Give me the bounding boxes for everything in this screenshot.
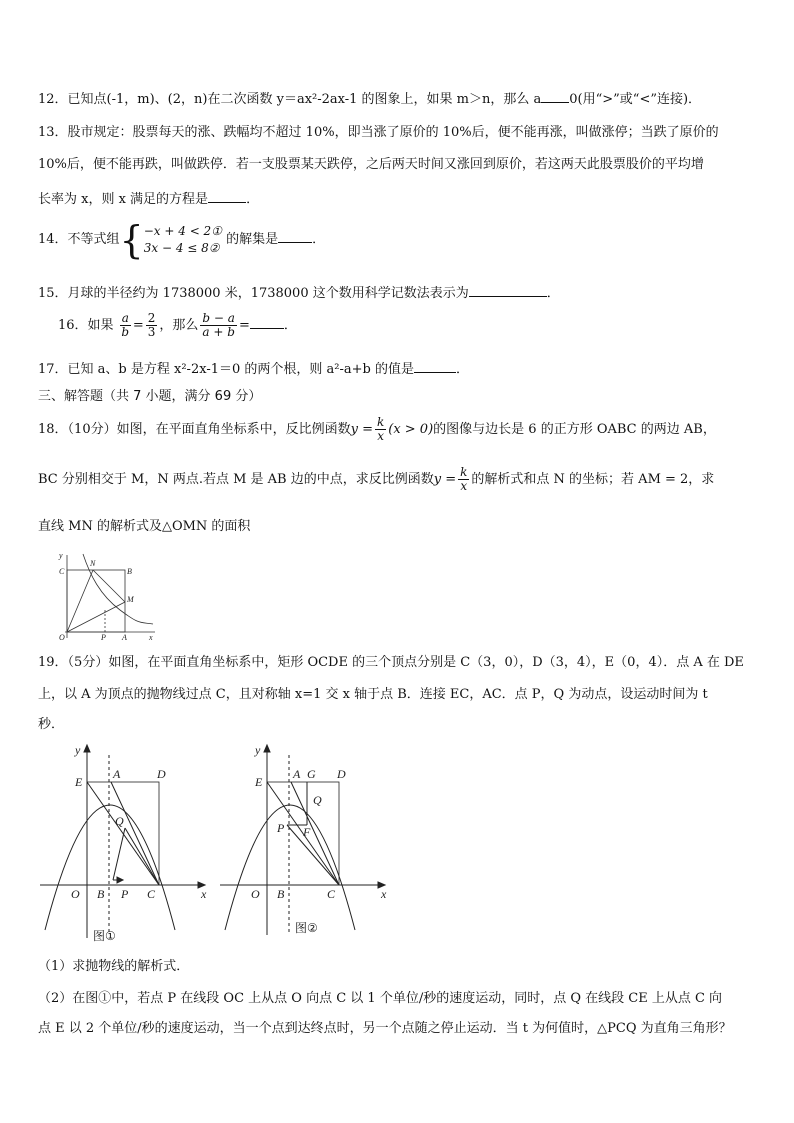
- question-12: [38, 88, 701, 109]
- fig2-caption: 图②: [295, 921, 318, 935]
- equals-sign-2: =: [238, 318, 250, 333]
- question-18-line-2-a: BC 分别相交于 M，N 两点.若点 M 是 AB 边的中点，求反比例函数: [38, 472, 434, 487]
- fig1-label-q: Q: [115, 814, 124, 828]
- question-16-prefix: 16．如果: [58, 318, 114, 333]
- figure-2: [215, 740, 395, 940]
- answer-blank-13: [208, 188, 246, 203]
- brace-symbol: {: [119, 217, 144, 262]
- question-18-line-1-b: 的图像与边长是 6 的正方形 OABC 的两边 AB，: [433, 422, 716, 437]
- fraction-b-minus-a-over-a-plus-b: $\frac{b - a}{a + b}$: [202, 311, 235, 339]
- answer-blank-12: [541, 88, 569, 103]
- fig2-label-c: C: [327, 887, 336, 901]
- answer-blank-17: [414, 358, 456, 373]
- fig18-label-x: x: [149, 633, 153, 642]
- fig2-label-q: Q: [313, 793, 322, 807]
- domain-condition: (x > 0): [388, 422, 434, 437]
- fig2-label-a: A: [293, 767, 301, 781]
- inequality-2: 3x − 4 ≤ 8②: [143, 240, 220, 255]
- fig18-label-c: C: [59, 567, 65, 576]
- answer-blank-15: [469, 282, 547, 297]
- fig1-label-p: P: [121, 887, 129, 901]
- fraction-k-over-x-2: $\frac{k}{x}$: [460, 465, 468, 493]
- question-19-part-1: （1）求抛物线的解析式．: [38, 959, 190, 974]
- fig18-label-p: P: [101, 633, 106, 642]
- fig18-label-n: N: [90, 559, 96, 568]
- figure-18: [55, 550, 165, 645]
- fig2-label-d: D: [337, 767, 346, 781]
- fraction-2-over-3: $\frac{2}{3}$: [147, 311, 156, 339]
- inequality-system: [144, 223, 222, 257]
- fig18-label-y: y: [59, 551, 63, 560]
- question-15-text: 15．月球的半径约为 1738000 米，1738000 这个数用科学记数法表示为: [38, 286, 469, 301]
- fig1-label-o: O: [71, 887, 80, 901]
- answer-blank-16: [250, 314, 284, 329]
- fig1-caption: 图①: [93, 929, 116, 943]
- question-13-line-3-text: 长率为 x，则 x 满足的方程是: [38, 192, 209, 207]
- fig1-label-b: B: [97, 887, 105, 901]
- fig1-label-d: D: [157, 767, 166, 781]
- question-19-line-2: 上，以 A 为顶点的抛物线过点 C，且对称轴 x=1 交 x 轴于点 B．连接 EC，AC．点 P，Q 为动点，设运动时间为 t: [38, 687, 708, 702]
- section-3-title: 三、解答题（共 7 小题，满分 69 分）: [38, 389, 262, 404]
- figure-1: [35, 740, 215, 945]
- question-16-mid: ，那么: [159, 318, 199, 333]
- fig18-label-b: B: [127, 567, 132, 576]
- fig2-label-p: P: [277, 821, 285, 835]
- fig1-label-y: y: [75, 743, 81, 757]
- answer-blank-14: [278, 228, 312, 243]
- fig2-label-b: B: [277, 887, 285, 901]
- inequality-1: −x + 4 < 2①: [143, 223, 222, 238]
- question-12-tail: 0(用“>”或“<”连接)．: [569, 92, 702, 107]
- question-18-line-3: 直线 MN 的解析式及△OMN 的面积: [38, 519, 251, 534]
- question-19-line-3: 秒．: [38, 717, 65, 732]
- fig18-label-m: M: [127, 595, 134, 604]
- question-12-text: 12．已知点(-1，m)、(2，n)在二次函数 y＝ax²-2ax-1 的图象上，如果 m＞n，那么 a: [38, 92, 542, 107]
- fig2-label-y: y: [255, 743, 261, 757]
- question-16: 16．如果 $\frac{a}{b}$ = $\frac{2}{3}$ ，那么 $\frac{b - a}{a + b}$ = ．: [58, 311, 297, 339]
- question-19-part-2-line-1: （2）在图①中，若点 P 在线段 OC 上从点 O 向点 C 以 1 个单位/秒的速度运动，同时，点 Q 在线段 CE 上从点 C 向: [38, 991, 723, 1006]
- fig1-label-a: A: [113, 767, 121, 781]
- fig2-label-o: O: [251, 887, 260, 901]
- question-13-line-3: 长率为 x，则 x 满足的方程是 ．: [38, 188, 259, 209]
- question-18-line-1-a: 18．（10分）如图，在平面直角坐标系中，反比例函数: [38, 422, 351, 437]
- question-17: 17．已知 a、b 是方程 x²-2x-1＝0 的两个根，则 a²-a+b 的值是 ．: [38, 358, 469, 379]
- question-19-line-1: 19．（5分）如图，在平面直角坐标系中，矩形 OCDE 的三个顶点分别是 C（3，0），D（3，4），E（0，4）．点 A 在 DE: [38, 655, 744, 670]
- question-14-prefix: 14．不等式组: [38, 232, 120, 247]
- question-14: 14．不等式组{ −x + 4 < 2① 3x − 4 ≤ 8② 的解集是 ．: [38, 217, 326, 262]
- y-equals-2: y =: [433, 472, 457, 487]
- question-15: 15．月球的半径约为 1738000 米，1738000 这个数用科学记数法表示为 ．: [38, 282, 560, 303]
- fig18-label-a: A: [122, 633, 127, 642]
- fig2-label-x: x: [381, 887, 387, 901]
- question-14-suffix: 的解集是: [226, 232, 279, 247]
- fraction-k-over-x: $\frac{k}{x}$: [376, 415, 385, 443]
- fig2-label-f: F: [303, 825, 311, 839]
- question-19-part-2-line-2: 点 E 以 2 个单位/秒的速度运动，当一个点到达终点时，另一个点随之停止运动．当 t 为何值时，△PCQ 为直角三角形？: [38, 1021, 732, 1036]
- question-13-line-2: 10%后，便不能再跌，叫做跌停．若一支股票某天跌停，之后两天时间又涨回到原价，若这两天此股票股价的平均增: [38, 157, 704, 172]
- question-18-line-1: [38, 412, 716, 448]
- fraction-a-over-b: $\frac{a}{b}$: [121, 311, 130, 339]
- fig2-label-e: E: [255, 775, 263, 789]
- fig1-label-e: E: [75, 775, 83, 789]
- question-18-line-2: [38, 462, 714, 498]
- question-17-text: 17．已知 a、b 是方程 x²-2x-1＝0 的两个根，则 a²-a+b 的值是: [38, 362, 414, 377]
- fig1-label-c: C: [147, 887, 156, 901]
- question-13-line-1: 13．股市规定：股票每天的涨、跌幅均不超过 10%，即当涨了原价的 10%后，便不能再涨，叫做涨停；当跌了原价的: [38, 125, 719, 140]
- equals-sign: =: [132, 318, 144, 333]
- y-equals: y =: [350, 422, 373, 437]
- question-18-line-2-b: 的解析式和点 N 的坐标；若 AM = 2，求: [471, 472, 715, 487]
- fig1-label-x: x: [201, 887, 207, 901]
- fig18-label-o: O: [59, 633, 65, 642]
- fig2-label-g: G: [307, 767, 316, 781]
